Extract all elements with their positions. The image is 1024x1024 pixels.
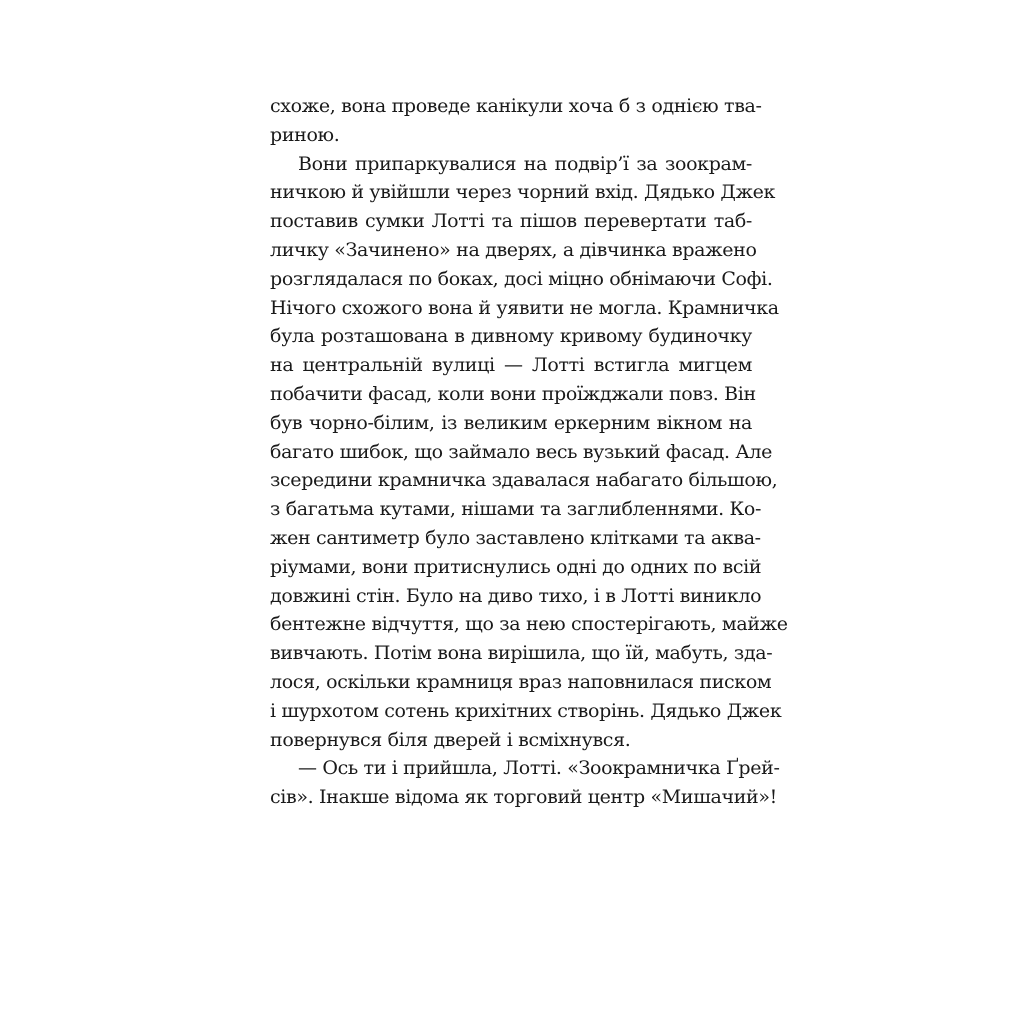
text-line: личку «Зачинено» на дверях, а дівчинка вражено	[270, 238, 757, 261]
text-line: був чорно-білим, із великим еркерним вікном на	[270, 411, 752, 434]
text-line: лося, оскільки крамниця враз наповнилася писком	[270, 670, 772, 693]
text-line: риною.	[270, 123, 340, 146]
text-line: повернувся біля дверей і всміхнувся.	[270, 728, 631, 751]
text-line: довжині стін. Було на диво тихо, і в Лотті виникло	[270, 584, 762, 607]
text-line: — Ось ти і прийшла, Лотті. «Зоокрамничка Ґрей-	[298, 757, 780, 780]
paragraph-continuation	[270, 92, 762, 150]
text-line: схоже, вона проведе канікули хоча б з однією тва-	[270, 95, 762, 117]
book-page-text	[270, 92, 788, 812]
text-line: Вони припаркувалися на подвір’ї за зоокрам-	[298, 152, 752, 175]
text-line: Нічого схожого вона й уявити не могла. Крамничка	[270, 296, 779, 319]
text-line: ничкою й увійшли через чорний вхід. Дядько Джек	[270, 181, 776, 204]
text-line: бентежне відчуття, що за нею спостерігають, майже	[270, 613, 788, 636]
paragraph-shop-description	[270, 150, 788, 755]
text-line: зсередини крамничка здавалася набагато більшою,	[270, 469, 778, 492]
text-line: з багатьма кутами, нішами та заглибленнями. Ко-	[270, 498, 762, 521]
text-line: була розташована в дивному кривому будиночку	[270, 325, 752, 348]
text-line: побачити фасад, коли вони проїжджали повз. Він	[270, 382, 756, 405]
text-line: ріумами, вони притиснулись одні до одних по всій	[270, 555, 762, 578]
text-line: поставив сумки Лотті та пішов перевертати таб-	[270, 210, 752, 233]
text-line: сів». Інакше відома як торговий центр «Мишачий»!	[270, 786, 777, 809]
text-line: вивчають. Потім вона вирішила, що їй, мабуть, зда-	[270, 642, 773, 665]
text-line: багато шибок, що займало весь вузький фасад. Але	[270, 440, 772, 463]
text-line: розглядалася по боках, досі міцно обнімаючи Софі.	[270, 267, 773, 290]
text-line: жен сантиметр було заставлено клітками та аква-	[270, 526, 761, 549]
text-line: на центральній вулиці — Лотті встигла мигцем	[270, 354, 752, 377]
text-line: і шурхотом сотень крихітних створінь. Дядько Джек	[270, 699, 782, 722]
paragraph-dialogue	[270, 754, 780, 812]
